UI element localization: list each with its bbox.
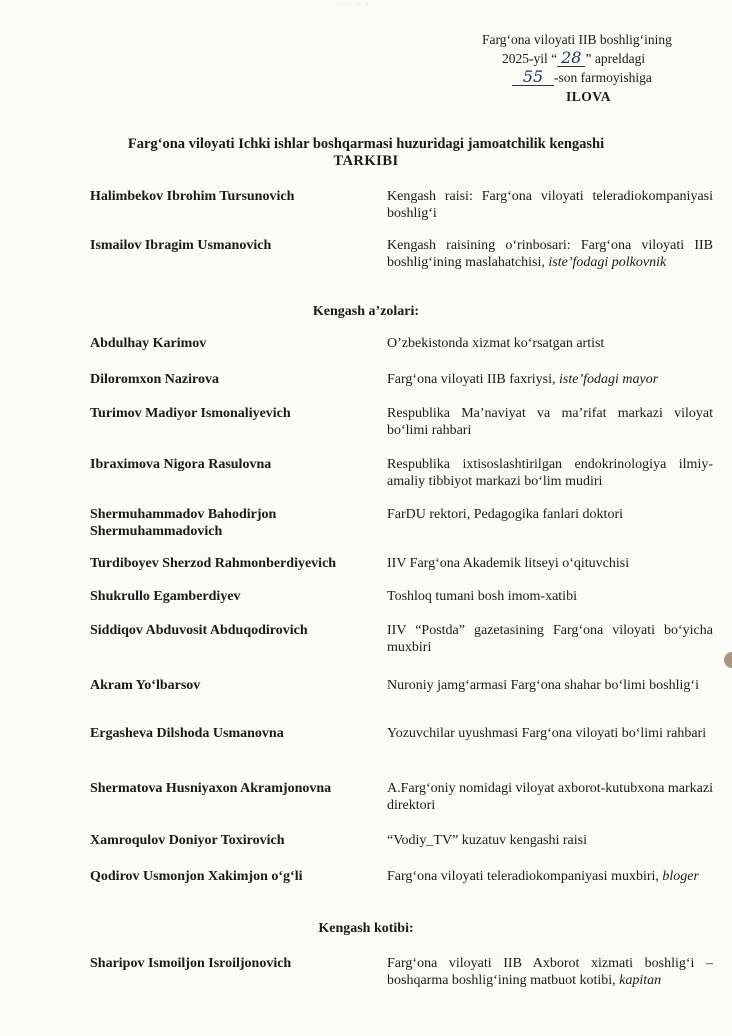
- member-name: Ibraximova Nigora Rasulovna: [90, 457, 272, 472]
- appendix-year-prefix: 2025-yil “: [502, 51, 558, 66]
- member-role: IIV “Postda” gazetasining Farg‘ona viloyati bo‘yicha muxbiri: [387, 623, 713, 655]
- member-role: “Vodiy_TV” kuzatuv kengashi raisi: [387, 833, 587, 848]
- secretary-heading: Kengash kotibi:: [318, 921, 414, 936]
- scan-artifact: · · · ·: [340, 0, 371, 9]
- member-role: Farg‘ona viloyati teleradiokompaniyasi muxbiri, bloger: [387, 869, 699, 884]
- members-heading: Kengash a’zolari:: [312, 304, 420, 319]
- appendix-order-line: [512, 68, 710, 87]
- appendix-date-line: [502, 49, 710, 68]
- member-name: Abdulhay Karimov: [90, 336, 207, 351]
- member-name: Siddiqov Abduvosit Abduqodirovich: [90, 623, 308, 638]
- member-role: Respublika ixtisoslashtirilgan endokrinologiya ilmiy-amaliy tibbiyot markazi bo‘lim mudiri: [387, 457, 713, 489]
- member-role: O’zbekistonda xizmat ko‘rsatgan artist: [387, 336, 605, 351]
- member-role: Respublika Ma’naviyat va ma’rifat markazi viloyat bo‘limi rahbari: [387, 406, 713, 438]
- member-role: Farg‘ona viloyati IIB Axborot xizmati boshlig‘i – boshqarma boshlig‘ining matbuot kotibi, kapitan: [387, 956, 713, 988]
- appendix-label: ILOVA: [566, 89, 612, 104]
- member-name: Turdiboyev Sherzod Rahmonberdiyevich: [90, 556, 337, 571]
- member-name: Ismailov Ibragim Usmanovich: [90, 238, 272, 253]
- member-role: Farg‘ona viloyati IIB faxriysi, iste’fodagi mayor: [387, 372, 659, 387]
- title-sub: TARKIBI: [333, 153, 399, 169]
- member-role: A.Farg‘oniy nomidagi viloyat axborot-kutubxona markazi direktori: [387, 781, 713, 813]
- appendix-year-suffix: ” apreldagi: [585, 51, 646, 66]
- member-role: Kengash raisi: Farg‘ona viloyati teleradiokompaniyasi boshlig‘i: [387, 189, 713, 221]
- member-name: Shermatova Husniyaxon Akramjonovna: [90, 781, 332, 796]
- member-role: FarDU rektori, Pedagogika fanlari doktori: [387, 507, 623, 522]
- member-name: Shukrullo Egamberdiyev: [90, 589, 241, 604]
- member-role: IIV Farg‘ona Akademik litseyi o‘qituvchisi: [387, 556, 630, 571]
- member-name: Shermuhammadov Bahodirjon Shermuhammadovich: [90, 507, 277, 539]
- member-name: Halimbekov Ibrohim Tursunovich: [90, 189, 295, 204]
- title-main: Farg‘ona viloyati Ichki ishlar boshqarmasi huzuridagi jamoatchilik kengashi: [127, 136, 605, 152]
- member-name: Sharipov Ismoiljon Isroiljonovich: [90, 956, 292, 971]
- member-name: Turimov Madiyor Ismonaliyevich: [90, 406, 291, 421]
- appendix-header: [470, 30, 710, 106]
- member-role: Yozuvchilar uyushmasi Farg‘ona viloyati bo‘limi rahbari: [387, 726, 707, 741]
- appendix-line-1: Farg‘ona viloyati IIB boshlig‘ining: [482, 32, 672, 47]
- handwritten-day: 28: [557, 50, 585, 67]
- scan-edge-mark: [724, 652, 732, 668]
- member-role: Kengash raisining o‘rinbosari: Farg‘ona viloyati IIB boshlig‘ining maslahatchisi, iste’fodagi polkovnik: [387, 238, 713, 270]
- member-role: Nuroniy jamg‘armasi Farg‘ona shahar bo‘limi boshlig‘i: [387, 678, 699, 693]
- document-title: [0, 136, 732, 170]
- member-role: Toshloq tumani bosh imom-xatibi: [387, 589, 577, 604]
- handwritten-order-number: 55: [512, 69, 554, 86]
- member-name: Diloromxon Nazirova: [90, 372, 219, 387]
- member-name: Xamroqulov Doniyor Toxirovich: [90, 833, 285, 848]
- member-name: Akram Yo‘lbarsov: [90, 678, 201, 693]
- member-name: Ergasheva Dilshoda Usmanovna: [90, 726, 284, 741]
- member-name: Qodirov Usmonjon Xakimjon o‘g‘li: [90, 869, 303, 884]
- appendix-order-suffix: -son farmoyishiga: [554, 70, 652, 85]
